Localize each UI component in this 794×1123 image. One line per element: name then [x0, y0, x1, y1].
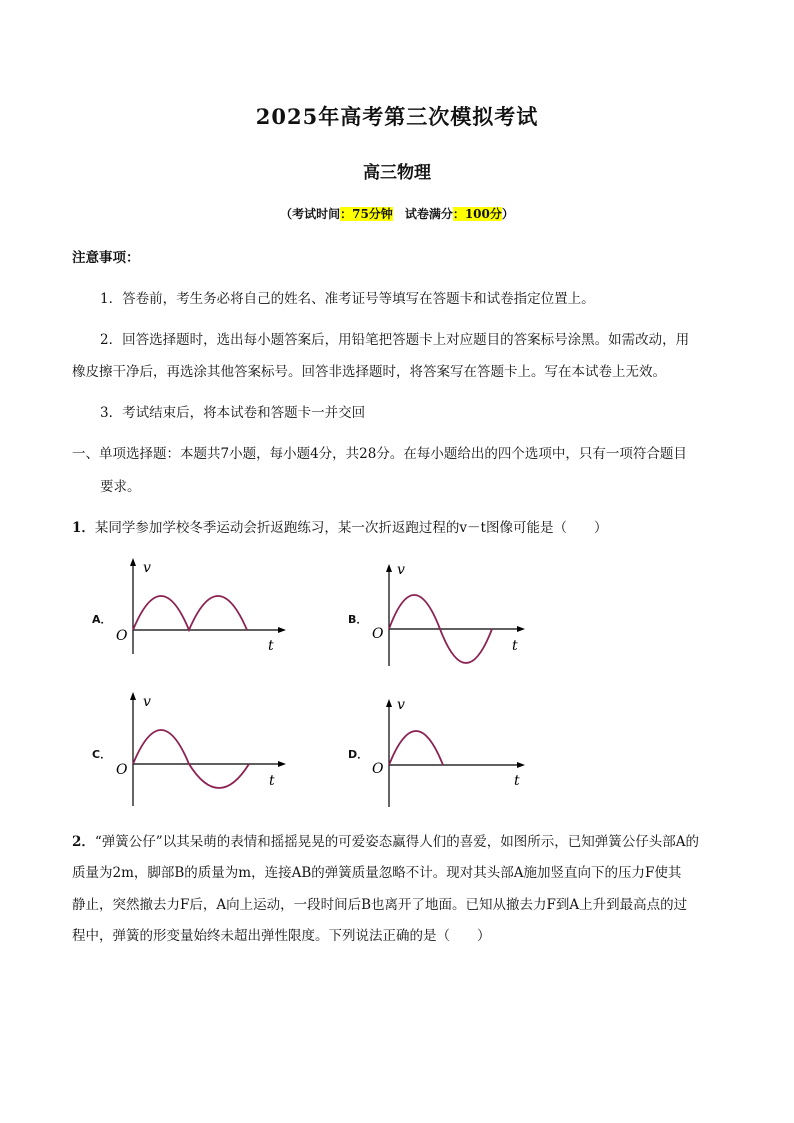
option-b-label: B．	[348, 613, 368, 626]
meta-prefix: （考试时间	[280, 207, 341, 221]
option-a-curve	[133, 596, 247, 630]
exam-meta	[0, 205, 794, 222]
option-b-v-label: v	[397, 562, 405, 578]
option-c-origin: O	[116, 762, 128, 778]
notice-heading: 注意事项：	[72, 250, 140, 266]
meta-suffix: ）	[501, 207, 514, 221]
q1-number: 1．	[72, 520, 95, 536]
option-a-v-label: v	[143, 560, 151, 576]
option-a-t-label: t	[268, 638, 274, 654]
q1-stem	[72, 518, 607, 538]
notice-item-2: 2．回答选择题时，选出每小题答案后，用铅笔把答题卡上对应题目的答案标号涂黑。如需改动，用	[100, 332, 690, 348]
option-d-origin: O	[372, 761, 384, 777]
option-d-v-label: v	[397, 697, 405, 713]
section1-line1: 一、单项选择题：本题共7小题，每小题4分，共28分。在每小题给出的四个选项中，只有一项符合题目	[72, 446, 687, 462]
option-a-origin: O	[116, 628, 128, 644]
option-c-curve	[133, 730, 249, 788]
meta-time: ：75分钟	[340, 207, 393, 221]
meta-mid: 试卷满分	[392, 207, 453, 221]
option-a-label: A．	[92, 613, 112, 626]
option-c-t-label: t	[269, 773, 275, 789]
option-b-origin: O	[372, 626, 384, 642]
meta-score: ：100分	[452, 207, 502, 221]
option-b-t-label: t	[512, 638, 518, 654]
q2-line-2: 质量为2m，脚部B的质量为m，连接AB的弹簧质量忽略不计。现对其头部A施加竖直向下的压力F使其	[72, 865, 682, 881]
q2-text-1: “弹簧公仔”以其呆萌的表情和摇摇晃晃的可爱姿态赢得人们的喜爱，如图所示，已知弹簧公仔头部A的	[94, 834, 699, 850]
option-d-graph	[364, 697, 534, 809]
q2-line-4: 程中，弹簧的形变量始终未超出弹性限度。下列说法正确的是（ ）	[72, 928, 491, 944]
q2-line-3: 静止，突然撤去力F后，A向上运动，一段时间后B也离开了地面。已知从撤去力F到A上升到最高点的过	[72, 897, 688, 913]
q1-text: 某同学参加学校冬季运动会折返跑练习，某一次折返跑过程的v－t图像可能是（ ）	[94, 520, 608, 536]
option-c-graph	[108, 690, 288, 808]
exam-subtitle: 高三物理	[363, 163, 431, 183]
exam-title: 2025年高考第三次模拟考试	[255, 104, 539, 129]
q2-line-1	[72, 832, 699, 852]
option-d-curve	[389, 731, 443, 765]
q2-number: 2．	[72, 834, 95, 850]
option-d-t-label: t	[514, 773, 520, 789]
option-d-label: D．	[348, 748, 369, 761]
section1-line2: 要求。	[100, 479, 141, 495]
option-b-graph	[364, 562, 534, 668]
notice-item-1: 1．答卷前，考生务必将自己的姓名、准考证号等填写在答题卡和试卷指定位置上。	[100, 291, 595, 307]
option-c-v-label: v	[143, 694, 151, 710]
option-c-label: C．	[92, 748, 112, 761]
notice-item-3: 3．考试结束后，将本试卷和答题卡一并交回	[100, 405, 366, 421]
option-a-graph	[108, 556, 288, 656]
notice-item-2-cont: 橡皮擦干净后，再选涂其他答案标号。回答非选择题时，将答案写在答题卡上。写在本试卷上无效。	[72, 364, 666, 380]
